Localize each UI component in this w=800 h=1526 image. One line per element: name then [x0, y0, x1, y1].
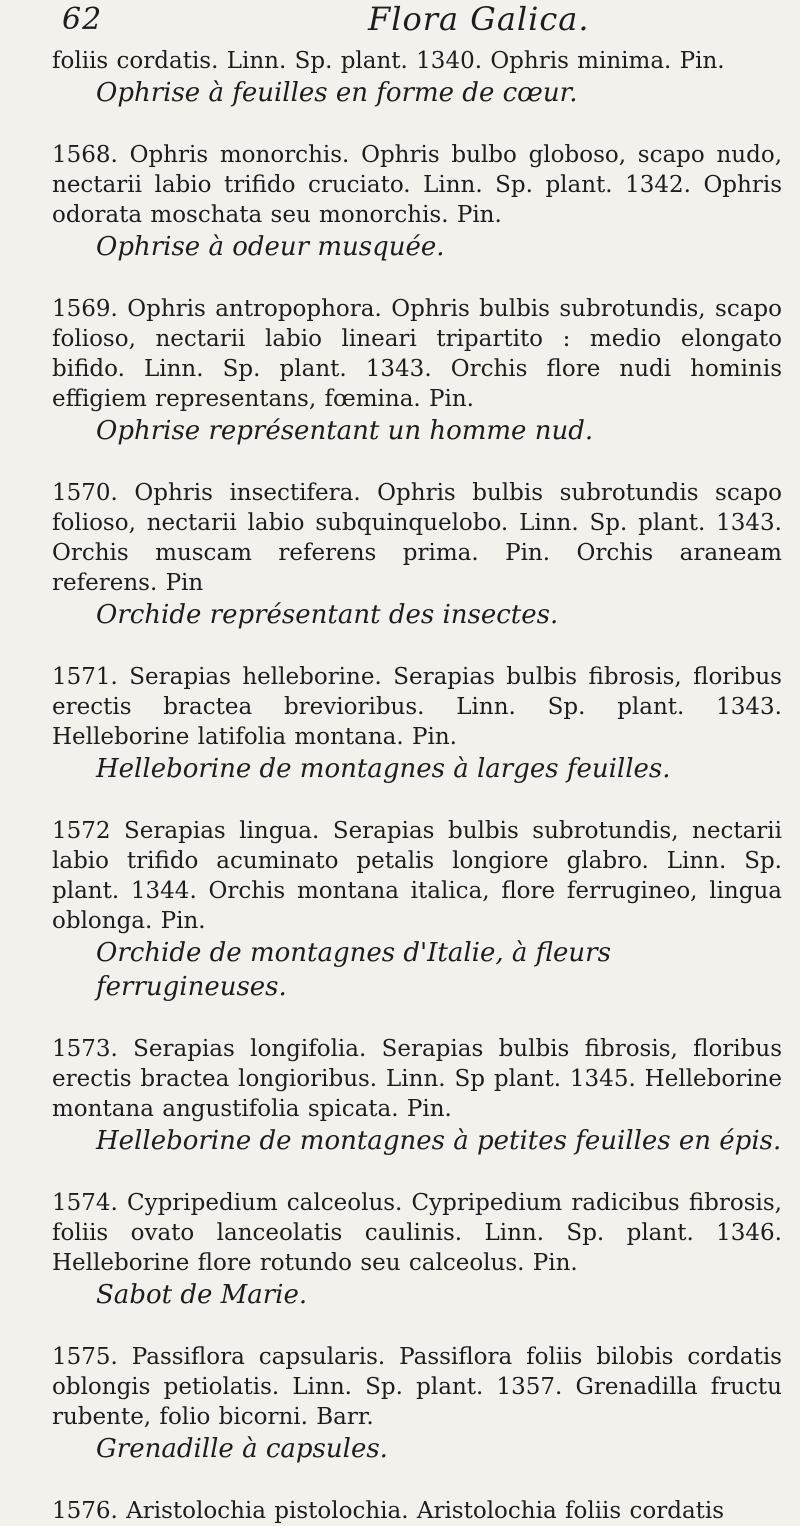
entry-french-name: Grenadille à capsules.	[96, 1434, 388, 1464]
entry-1569	[52, 294, 782, 448]
entry-french-name: Ophrise à odeur musquée.	[96, 232, 445, 262]
entry-1576	[52, 1496, 782, 1526]
entry-1570	[52, 478, 782, 632]
entry-latin-text: 1574. Cypripedium calceolus. Cypripedium radicibus fibrosis, foliis ovato lanceolatis caulinis. Linn. Sp. plant. 1346. Helleborine flore rotundo seu calceolus. Pin.	[52, 1190, 782, 1276]
entry-french-name: Orchide de montagnes d'Italie, à fleurs ferrugineuses.	[96, 938, 611, 1002]
entry-1575	[52, 1342, 782, 1466]
entry-french-name: Ophrise à feuilles en forme de cœur.	[96, 78, 578, 108]
entry-french-name: Helleborine de montagnes à larges feuilles.	[96, 754, 671, 784]
entry-1573	[52, 1034, 782, 1158]
entry-french-name: Ophrise représentant un homme nud.	[96, 416, 594, 446]
entry-latin-text: 1575. Passiflora capsularis. Passiflora foliis bilobis cordatis oblongis petiolatis. Linn. Sp. plant. 1357. Grenadilla fructu rubente, folio bicorni. Barr.	[52, 1344, 782, 1430]
entry-latin-text: 1576. Aristolochia pistolochia. Aristolochia foliis cordatis	[52, 1498, 725, 1524]
entry-latin-text: 1571. Serapias helleborine. Serapias bulbis fibrosis, floribus erectis bractea brevioribus. Linn. Sp. plant. 1343. Helleborine latifolia montana. Pin.	[52, 664, 782, 750]
entry-latin-text: 1570. Ophris insectifera. Ophris bulbis subrotundis scapo folioso, nectarii labio subquinquelobo. Linn. Sp. plant. 1343. Orchis muscam referens prima. Pin. Orchis araneam referens. Pin	[52, 480, 782, 596]
page-number: 62	[62, 2, 103, 37]
entry-1571	[52, 662, 782, 786]
entry-1574	[52, 1188, 782, 1312]
entry-french-name: Orchide représentant des insectes.	[96, 600, 559, 630]
entry-latin-text: 1573. Serapias longifolia. Serapias bulbis fibrosis, floribus erectis bractea longioribus. Linn. Sp plant. 1345. Helleborine montana angustifolia spicata. Pin.	[52, 1036, 782, 1122]
entry-latin-text: 1568. Ophris monorchis. Ophris bulbo globoso, scapo nudo, nectarii labio trifido cruciato. Linn. Sp. plant. 1342. Ophris odorata moschata seu monorchis. Pin.	[52, 142, 782, 228]
entry-1568	[52, 140, 782, 264]
page-header	[52, 0, 782, 46]
entry-latin-text: foliis cordatis. Linn. Sp. plant. 1340. Ophris minima. Pin.	[52, 48, 725, 74]
entry-french-name: Sabot de Marie.	[96, 1280, 308, 1310]
entry-latin-text: 1569. Ophris antropophora. Ophris bulbis subrotundis, scapo folioso, nectarii labio lineari tripartito : medio elongato bifido. Linn. Sp. plant. 1343. Orchis flore nudi hominis effigiem representans, fœmina. Pin.	[52, 296, 782, 412]
entry-continuation	[52, 46, 782, 110]
entry-latin-text: 1572 Serapias lingua. Serapias bulbis subrotundis, nectarii labio trifido acuminato petalis longiore glabro. Linn. Sp. plant. 1344. Orchis montana italica, flore ferrugineo, lingua oblonga. Pin.	[52, 818, 782, 934]
entry-1572	[52, 816, 782, 1004]
entry-french-name: Helleborine de montagnes à petites feuilles en épis.	[96, 1126, 782, 1156]
running-title: Flora Galica.	[368, 0, 590, 38]
